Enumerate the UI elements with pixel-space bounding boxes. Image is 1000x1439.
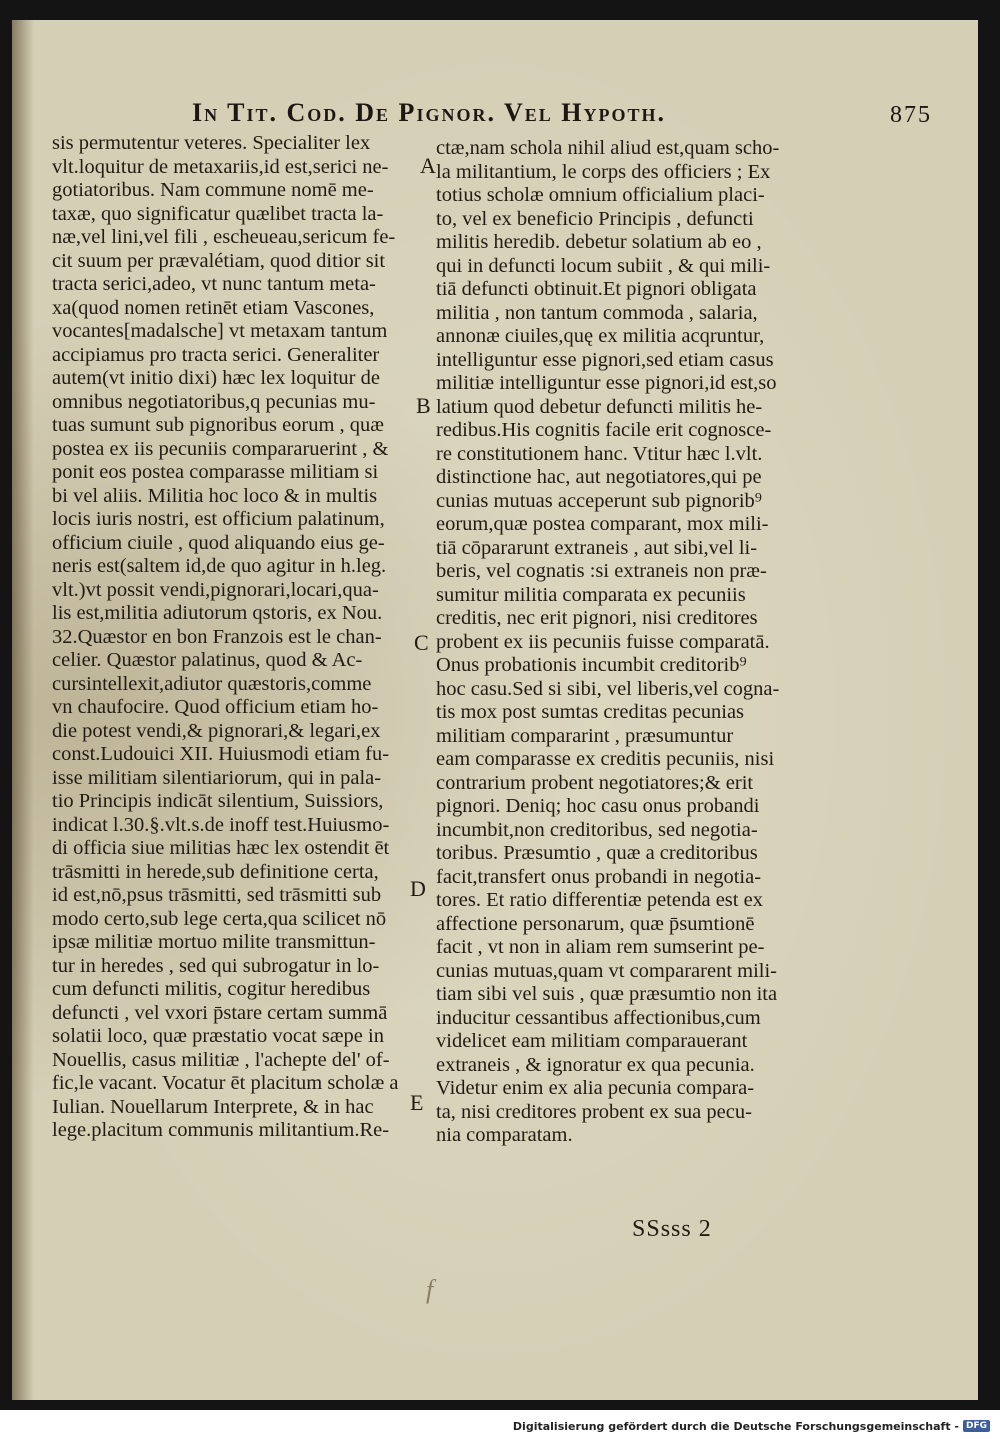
left-column-line: const.Ludouici XII. Huiusmodi etiam fu-: [52, 743, 390, 765]
right-column-line: militiæ intelliguntur esse pignori,id est,so: [436, 372, 777, 394]
left-column-line: ipsæ militiæ mortuo milite transmittun-: [52, 931, 376, 953]
margin-letter-a: A: [420, 153, 436, 178]
left-column-line: celier. Quæstor palatinus, quod & Ac-: [52, 649, 363, 671]
right-column-line: tiā defuncti obtinuit.Et pignori obligata: [436, 278, 757, 300]
left-column-line: sis permutentur veteres. Specialiter lex: [52, 132, 371, 154]
left-column-line: autem(vt initio dixi) hæc lex loquitur de: [52, 367, 380, 389]
left-column-line: postea ex iis pecuniis compararuerint , &: [52, 437, 389, 460]
left-column-line: 32.Quæstor en bon Franzois est le chan-: [52, 625, 382, 648]
right-column-line: eam comparasse ex creditis pecuniis, nisi: [436, 748, 775, 770]
left-column-line: xa(quod nomen retinēt etiam Vascones,: [52, 296, 375, 319]
right-column-line: nia comparatam.: [436, 1124, 573, 1146]
left-column-line: taxæ, quo significatur quælibet tracta la-: [52, 202, 384, 225]
right-column-line: tiā cōpararunt extraneis , aut sibi,vel li-: [436, 536, 758, 559]
right-column-line: intelliguntur esse pignori,sed etiam casus: [436, 348, 774, 371]
left-column-line: lege.placitum communis militantium.Re-: [52, 1119, 390, 1141]
page-header: [192, 98, 952, 130]
left-column-line: id est,nō,psus trāsmitti, sed trāsmitti sub: [52, 884, 382, 906]
right-column-line: facit , vt non in aliam rem sumserint pe-: [436, 936, 765, 958]
right-column-line: ctæ,nam schola nihil aliud est,quam scho-: [436, 137, 780, 159]
left-column-line: fic,le vacant. Vocatur ēt placitum scholæ a: [52, 1072, 399, 1094]
left-text-column: [52, 132, 422, 1143]
left-column-line: solatii loco, quæ præstatio vocat sæpe in: [52, 1025, 384, 1047]
book-page: [12, 20, 978, 1400]
left-column-line: cum defuncti militis, cogitur heredibus: [52, 978, 371, 1000]
right-column-line: pignori. Deniq; hoc casu onus probandi: [436, 795, 760, 817]
right-column-line: cunias mutuas,quam vt compararent mili-: [436, 959, 778, 982]
left-column-line: defuncti , vel vxori p̄stare certam summā: [52, 1001, 388, 1024]
left-column-line: trāsmitti in herede,sub definitione certa,: [52, 860, 379, 883]
left-column-line: modo certo,sub lege certa,qua scilicet nō: [52, 907, 387, 930]
right-column-line: redibus.His cognitis facile erit cognosce-: [436, 419, 772, 441]
right-column-line: cunias mutuas acceperunt sub pignorib⁹: [436, 489, 762, 512]
left-column-line: vlt.)vt possit vendi,pignorari,locari,qua-: [52, 578, 379, 601]
left-column-line: næ,vel lini,vel fili , escheueau,sericum fe-: [52, 226, 396, 248]
left-column-line: vocantes[madalsche] vt metaxam tantum: [52, 320, 388, 342]
left-column-line: indicat l.30.§.vlt.s.de inoff test.Huiusmo-: [52, 813, 390, 836]
right-column-line: annonæ ciuiles,quę ex militia acqruntur,: [436, 325, 765, 347]
right-column-line: re constitutionem hanc. Vtitur hæc l.vlt.: [436, 442, 763, 465]
right-column-line: totius scholæ omnium officialium placi-: [436, 184, 765, 206]
right-column-line: ta, nisi creditores probent ex sua pecu-: [436, 1100, 752, 1123]
left-column-line: lis est,militia adiutorum qstoris, ex Nou.: [52, 602, 383, 624]
left-column-line: omnibus negotiatoribus,q pecunias mu-: [52, 390, 376, 413]
left-column-line: tio Principis indicāt silentium, Suissiors,: [52, 790, 384, 812]
right-column-line: toribus. Præsumtio , quæ a creditoribus: [436, 842, 758, 864]
left-column-line: Nouellis, casus militiæ , l'achepte del' of-: [52, 1048, 390, 1071]
pencil-mark: f: [426, 1275, 434, 1304]
right-column-line: incumbit,non creditoribus, sed negotia-: [436, 818, 758, 841]
margin-letter-e: E: [410, 1090, 424, 1115]
signature-mark: SSsss 2: [632, 1216, 712, 1242]
right-column-line: probent ex iis pecuniis fuisse comparatā.: [436, 630, 770, 653]
right-column-line: tiam sibi vel suis , quæ præsumtio non ita: [436, 983, 778, 1005]
left-column-line: die potest vendi,& pignorari,& legari,ex: [52, 719, 381, 742]
right-column-line: contrarium probent negotiatores;& erit: [436, 771, 754, 794]
margin-letter-d: D: [410, 876, 426, 901]
right-column-line: facit,transfert onus probandi in negotia-: [436, 865, 762, 888]
right-column-line: tis mox post sumtas creditas pecunias: [436, 701, 745, 723]
right-column-line: eorum,quæ postea comparant, mox mili-: [436, 513, 769, 535]
left-column-line: locis iuris nostri, est officium palatinum,: [52, 508, 385, 530]
left-column-line: officium ciuile , quod aliquando eius ge-: [52, 531, 385, 554]
right-text-column: [436, 137, 822, 1148]
left-column-line: vn chaufocire. Quod officium etiam ho-: [52, 696, 379, 718]
left-column-line: tracta serici,adeo, vt nunc tantum meta-: [52, 273, 376, 295]
right-column-line: sumitur militia comparata ex pecuniis: [436, 583, 746, 606]
left-column-line: cit suum per prævalétiam, quod ditior sit: [52, 249, 386, 272]
left-column-line: tur in heredes , sed qui subrogatur in lo-: [52, 954, 380, 977]
left-column-line: accipiamus pro tracta serici. Generaliter: [52, 343, 380, 366]
margin-letter-b: B: [416, 393, 431, 418]
running-title: In Tit. Cod. De Pignor. Vel Hypoth.: [192, 98, 666, 127]
right-column-line: distinctione hac, aut negotiatores,qui pe: [436, 466, 762, 488]
right-column-line: la militantium, le corps des officiers ; Ex: [436, 160, 771, 183]
right-column-line: Videtur enim ex alia pecunia compara-: [436, 1077, 755, 1099]
margin-letter-c: C: [414, 630, 429, 655]
dfg-logo[interactable]: DFG: [963, 1420, 990, 1432]
right-column-line: militiam compararint , præsumuntur: [436, 724, 734, 747]
right-column-line: beris, vel cognatis :si extraneis non præ-: [436, 560, 767, 582]
right-column-line: to, vel ex beneficio Principis , defuncti: [436, 207, 754, 230]
left-column-line: bi vel aliis. Militia hoc loco & in multis: [52, 484, 378, 507]
left-column-line: gotiatoribus. Nam commune nomē me-: [52, 179, 374, 201]
right-column-line: Onus probationis incumbit creditorib⁹: [436, 654, 747, 676]
right-column-line: inducitur cessantibus affectionibus,cum: [436, 1006, 761, 1029]
left-column-line: vlt.loquitur de metaxariis,id est,serici ne-: [52, 155, 389, 178]
right-column-line: videlicet eam militiam comparauerant: [436, 1030, 748, 1052]
right-column-line: extraneis , & ignoratur ex qua pecunia.: [436, 1053, 755, 1076]
right-column-line: militia , non tantum commoda , salaria,: [436, 301, 758, 324]
right-column-line: tores. Et ratio differentiæ petenda est ex: [436, 889, 763, 911]
left-column-line: isse militiam silentiariorum, qui in pala-: [52, 766, 382, 789]
credit-text: Digitalisierung gefördert durch die Deutsche Forschungsgemeinschaft -: [512, 1419, 959, 1433]
left-column-line: di officia siue militias hæc lex ostendit ēt: [52, 837, 390, 859]
left-column-line: ponit eos postea comparasse militiam si: [52, 461, 379, 483]
right-column-line: creditis, nec erit pignori, nisi creditores: [436, 607, 758, 629]
right-column-line: qui in defuncti locum subiit , & qui mili-: [436, 254, 771, 277]
right-column-line: militis heredib. debetur solatium ab eo ,: [436, 231, 762, 253]
digitization-credit: [513, 1417, 990, 1435]
right-column-line: latium quod debetur defuncti militis he-: [436, 395, 763, 418]
page-number: 875: [890, 102, 932, 128]
left-column-line: neris est(saltem id,de quo agitur in h.leg.: [52, 555, 387, 577]
left-column-line: tuas sumunt sub pignoribus eorum , quæ: [52, 414, 384, 436]
left-column-line: Iulian. Nouellarum Interprete, & in hac: [52, 1095, 374, 1118]
right-column-line: hoc casu.Sed si sibi, vel liberis,vel cogna-: [436, 677, 780, 700]
right-column-line: affectione personarum, quæ p̄sumtionē: [436, 912, 755, 935]
left-column-line: cursintellexit,adiutor quæstoris,comme: [52, 672, 372, 695]
